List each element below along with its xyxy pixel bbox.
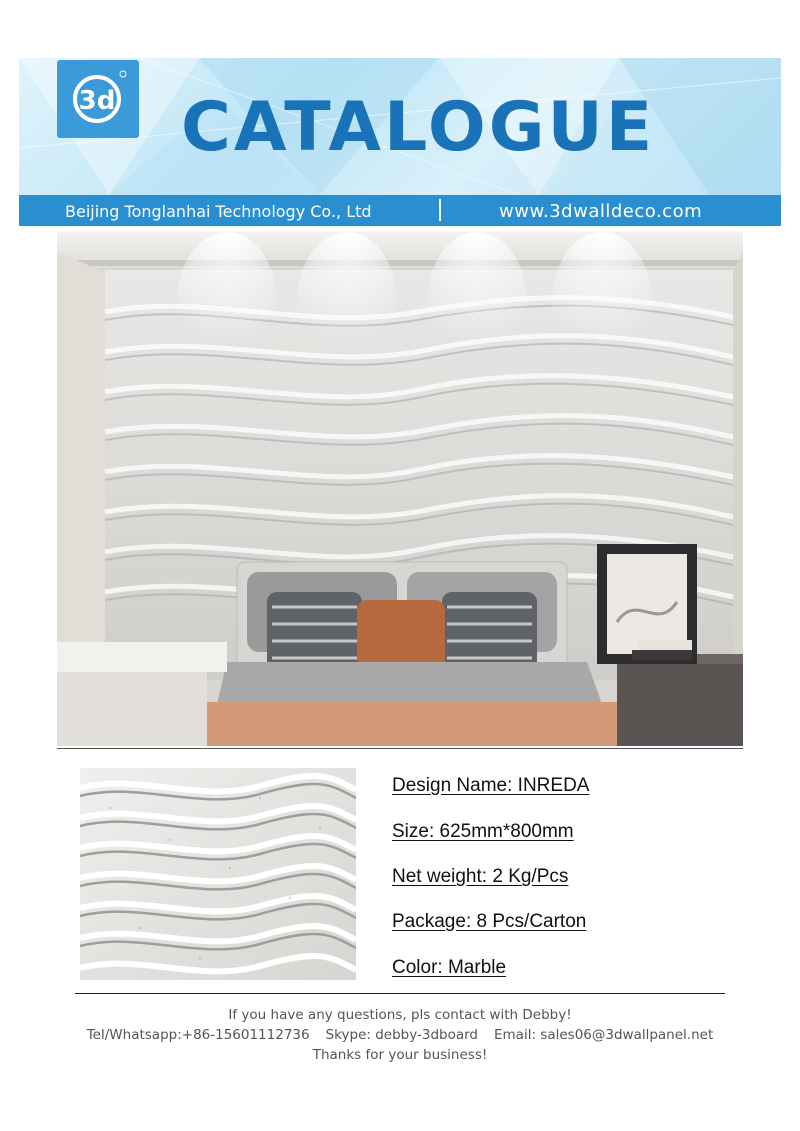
spec-design-name: Design Name : INREDA (392, 775, 589, 797)
footer-tel[interactable]: Tel/Whatsapp:+86-15601112736 (86, 1027, 310, 1043)
svg-text:3d: 3d (78, 86, 116, 116)
spec-color: Color : Marble (392, 957, 506, 979)
footer-divider (75, 993, 725, 994)
company-logo (57, 60, 139, 138)
footer-skype[interactable]: Skype: debby-3dboard (325, 1027, 478, 1043)
spec-package: Package : 8 Pcs/Carton (392, 911, 586, 933)
catalogue-title: CATALOGUE (181, 88, 656, 167)
photo-underline (57, 748, 743, 749)
footer-thanks: Thanks for your business! (312, 1047, 488, 1063)
wall-panel-sample-image (80, 768, 356, 980)
footer-contact-prompt: If you have any questions, pls contact with Debby! (228, 1007, 572, 1023)
footer-email[interactable]: Email: sales06@3dwallpanel.net (494, 1027, 714, 1043)
company-name: Beijing Tonglanhai Technology Co., Ltd (65, 202, 372, 221)
strip-divider (439, 199, 441, 221)
room-showcase-photo (57, 232, 743, 746)
spec-size: Size : 625mm*800mm (392, 821, 574, 843)
footer-contacts (0, 1027, 800, 1043)
spec-net-weight: Net weight : 2 Kg/Pcs (392, 866, 568, 888)
banner-info-strip (19, 195, 781, 226)
catalogue-banner (19, 58, 781, 226)
website-link[interactable]: www.3dwalldeco.com (499, 201, 703, 222)
